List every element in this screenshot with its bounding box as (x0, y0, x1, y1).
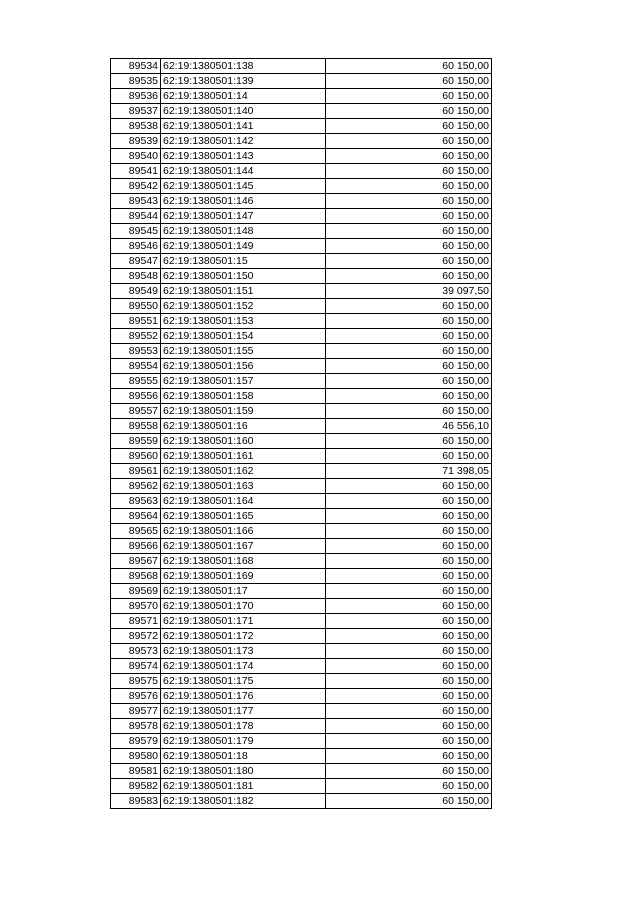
table-row (111, 344, 492, 359)
table-row (111, 719, 492, 734)
cadastral-number-cell: 62:19:1380501:177 (161, 704, 326, 719)
cadastral-number-cell: 62:19:1380501:168 (161, 554, 326, 569)
row-number-cell: 89557 (111, 404, 161, 419)
cadastral-number-cell: 62:19:1380501:14 (161, 89, 326, 104)
cadastral-number-cell: 62:19:1380501:153 (161, 314, 326, 329)
table-row (111, 419, 492, 434)
row-number-cell: 89571 (111, 614, 161, 629)
table-row (111, 629, 492, 644)
cadastral-number-cell: 62:19:1380501:178 (161, 719, 326, 734)
amount-cell: 60 150,00 (326, 389, 492, 404)
table-row (111, 749, 492, 764)
row-number-cell: 89575 (111, 674, 161, 689)
cadastral-number-cell: 62:19:1380501:149 (161, 239, 326, 254)
amount-cell: 60 150,00 (326, 314, 492, 329)
row-number-cell: 89564 (111, 509, 161, 524)
cadastral-number-cell: 62:19:1380501:147 (161, 209, 326, 224)
row-number-cell: 89548 (111, 269, 161, 284)
amount-cell: 46 556,10 (326, 419, 492, 434)
row-number-cell: 89578 (111, 719, 161, 734)
cadastral-number-cell: 62:19:1380501:182 (161, 794, 326, 809)
amount-cell: 60 150,00 (326, 119, 492, 134)
table-row (111, 734, 492, 749)
row-number-cell: 89554 (111, 359, 161, 374)
row-number-cell: 89582 (111, 779, 161, 794)
row-number-cell: 89558 (111, 419, 161, 434)
cadastral-number-cell: 62:19:1380501:17 (161, 584, 326, 599)
amount-cell: 39 097,50 (326, 284, 492, 299)
table-row (111, 764, 492, 779)
amount-cell: 60 150,00 (326, 614, 492, 629)
row-number-cell: 89563 (111, 494, 161, 509)
table-row (111, 239, 492, 254)
table-row (111, 59, 492, 74)
row-number-cell: 89579 (111, 734, 161, 749)
cadastral-number-cell: 62:19:1380501:173 (161, 644, 326, 659)
registry-table-body (111, 59, 492, 809)
row-number-cell: 89573 (111, 644, 161, 659)
table-row (111, 299, 492, 314)
cadastral-number-cell: 62:19:1380501:143 (161, 149, 326, 164)
row-number-cell: 89580 (111, 749, 161, 764)
table-row (111, 584, 492, 599)
amount-cell: 60 150,00 (326, 794, 492, 809)
table-row (111, 404, 492, 419)
cadastral-number-cell: 62:19:1380501:139 (161, 74, 326, 89)
row-number-cell: 89559 (111, 434, 161, 449)
amount-cell: 60 150,00 (326, 689, 492, 704)
amount-cell: 60 150,00 (326, 749, 492, 764)
row-number-cell: 89561 (111, 464, 161, 479)
row-number-cell: 89566 (111, 539, 161, 554)
row-number-cell: 89555 (111, 374, 161, 389)
table-row (111, 329, 492, 344)
cadastral-number-cell: 62:19:1380501:180 (161, 764, 326, 779)
table-row (111, 539, 492, 554)
row-number-cell: 89540 (111, 149, 161, 164)
amount-cell: 60 150,00 (326, 224, 492, 239)
table-row (111, 704, 492, 719)
table-row (111, 674, 492, 689)
table-row (111, 794, 492, 809)
row-number-cell: 89534 (111, 59, 161, 74)
amount-cell: 60 150,00 (326, 494, 492, 509)
amount-cell: 60 150,00 (326, 359, 492, 374)
amount-cell: 60 150,00 (326, 404, 492, 419)
amount-cell: 60 150,00 (326, 509, 492, 524)
cadastral-number-cell: 62:19:1380501:159 (161, 404, 326, 419)
registry-table (110, 58, 492, 809)
cadastral-number-cell: 62:19:1380501:175 (161, 674, 326, 689)
row-number-cell: 89574 (111, 659, 161, 674)
amount-cell: 60 150,00 (326, 134, 492, 149)
amount-cell: 60 150,00 (326, 629, 492, 644)
row-number-cell: 89581 (111, 764, 161, 779)
cadastral-number-cell: 62:19:1380501:156 (161, 359, 326, 374)
row-number-cell: 89560 (111, 449, 161, 464)
cadastral-number-cell: 62:19:1380501:170 (161, 599, 326, 614)
cadastral-number-cell: 62:19:1380501:181 (161, 779, 326, 794)
row-number-cell: 89535 (111, 74, 161, 89)
cadastral-number-cell: 62:19:1380501:16 (161, 419, 326, 434)
amount-cell: 60 150,00 (326, 89, 492, 104)
cadastral-number-cell: 62:19:1380501:174 (161, 659, 326, 674)
amount-cell: 60 150,00 (326, 674, 492, 689)
table-row (111, 779, 492, 794)
table-row (111, 479, 492, 494)
table-row (111, 149, 492, 164)
amount-cell: 60 150,00 (326, 164, 492, 179)
row-number-cell: 89541 (111, 164, 161, 179)
table-row (111, 449, 492, 464)
cadastral-number-cell: 62:19:1380501:160 (161, 434, 326, 449)
table-row (111, 89, 492, 104)
amount-cell: 60 150,00 (326, 59, 492, 74)
row-number-cell: 89547 (111, 254, 161, 269)
table-row (111, 689, 492, 704)
row-number-cell: 89562 (111, 479, 161, 494)
amount-cell: 60 150,00 (326, 269, 492, 284)
amount-cell: 60 150,00 (326, 449, 492, 464)
cadastral-number-cell: 62:19:1380501:164 (161, 494, 326, 509)
row-number-cell: 89583 (111, 794, 161, 809)
amount-cell: 71 398,05 (326, 464, 492, 479)
row-number-cell: 89550 (111, 299, 161, 314)
row-number-cell: 89542 (111, 179, 161, 194)
table-row (111, 179, 492, 194)
cadastral-number-cell: 62:19:1380501:163 (161, 479, 326, 494)
row-number-cell: 89549 (111, 284, 161, 299)
cadastral-number-cell: 62:19:1380501:18 (161, 749, 326, 764)
cadastral-number-cell: 62:19:1380501:141 (161, 119, 326, 134)
cadastral-number-cell: 62:19:1380501:171 (161, 614, 326, 629)
cadastral-number-cell: 62:19:1380501:176 (161, 689, 326, 704)
amount-cell: 60 150,00 (326, 179, 492, 194)
table-row (111, 359, 492, 374)
amount-cell: 60 150,00 (326, 74, 492, 89)
table-row (111, 524, 492, 539)
table-row (111, 224, 492, 239)
row-number-cell: 89552 (111, 329, 161, 344)
row-number-cell: 89539 (111, 134, 161, 149)
table-row (111, 569, 492, 584)
row-number-cell: 89569 (111, 584, 161, 599)
row-number-cell: 89577 (111, 704, 161, 719)
cadastral-number-cell: 62:19:1380501:146 (161, 194, 326, 209)
cadastral-number-cell: 62:19:1380501:151 (161, 284, 326, 299)
cadastral-number-cell: 62:19:1380501:165 (161, 509, 326, 524)
row-number-cell: 89565 (111, 524, 161, 539)
row-number-cell: 89556 (111, 389, 161, 404)
cadastral-number-cell: 62:19:1380501:144 (161, 164, 326, 179)
row-number-cell: 89572 (111, 629, 161, 644)
table-row (111, 269, 492, 284)
row-number-cell: 89567 (111, 554, 161, 569)
table-row (111, 434, 492, 449)
table-row (111, 644, 492, 659)
table-row (111, 314, 492, 329)
amount-cell: 60 150,00 (326, 104, 492, 119)
cadastral-number-cell: 62:19:1380501:142 (161, 134, 326, 149)
amount-cell: 60 150,00 (326, 734, 492, 749)
row-number-cell: 89537 (111, 104, 161, 119)
cadastral-number-cell: 62:19:1380501:172 (161, 629, 326, 644)
table-row (111, 284, 492, 299)
cadastral-number-cell: 62:19:1380501:169 (161, 569, 326, 584)
amount-cell: 60 150,00 (326, 374, 492, 389)
cadastral-number-cell: 62:19:1380501:145 (161, 179, 326, 194)
table-row (111, 74, 492, 89)
table-row (111, 659, 492, 674)
row-number-cell: 89544 (111, 209, 161, 224)
table-row (111, 494, 492, 509)
cadastral-number-cell: 62:19:1380501:15 (161, 254, 326, 269)
table-row (111, 464, 492, 479)
amount-cell: 60 150,00 (326, 779, 492, 794)
row-number-cell: 89545 (111, 224, 161, 239)
table-row (111, 614, 492, 629)
table-row (111, 599, 492, 614)
cadastral-number-cell: 62:19:1380501:166 (161, 524, 326, 539)
amount-cell: 60 150,00 (326, 209, 492, 224)
cadastral-number-cell: 62:19:1380501:179 (161, 734, 326, 749)
amount-cell: 60 150,00 (326, 764, 492, 779)
table-row (111, 164, 492, 179)
amount-cell: 60 150,00 (326, 434, 492, 449)
cadastral-number-cell: 62:19:1380501:162 (161, 464, 326, 479)
table-row (111, 254, 492, 269)
cadastral-number-cell: 62:19:1380501:154 (161, 329, 326, 344)
cadastral-number-cell: 62:19:1380501:148 (161, 224, 326, 239)
row-number-cell: 89568 (111, 569, 161, 584)
amount-cell: 60 150,00 (326, 644, 492, 659)
amount-cell: 60 150,00 (326, 659, 492, 674)
cadastral-number-cell: 62:19:1380501:138 (161, 59, 326, 74)
table-row (111, 119, 492, 134)
cadastral-number-cell: 62:19:1380501:167 (161, 539, 326, 554)
cadastral-number-cell: 62:19:1380501:150 (161, 269, 326, 284)
table-row (111, 209, 492, 224)
amount-cell: 60 150,00 (326, 599, 492, 614)
row-number-cell: 89536 (111, 89, 161, 104)
table-row (111, 194, 492, 209)
amount-cell: 60 150,00 (326, 539, 492, 554)
cadastral-number-cell: 62:19:1380501:152 (161, 299, 326, 314)
row-number-cell: 89553 (111, 344, 161, 359)
amount-cell: 60 150,00 (326, 299, 492, 314)
table-row (111, 134, 492, 149)
table-row (111, 374, 492, 389)
table-row (111, 389, 492, 404)
cadastral-number-cell: 62:19:1380501:158 (161, 389, 326, 404)
table-row (111, 509, 492, 524)
cadastral-number-cell: 62:19:1380501:140 (161, 104, 326, 119)
cadastral-number-cell: 62:19:1380501:157 (161, 374, 326, 389)
amount-cell: 60 150,00 (326, 569, 492, 584)
row-number-cell: 89576 (111, 689, 161, 704)
amount-cell: 60 150,00 (326, 704, 492, 719)
row-number-cell: 89551 (111, 314, 161, 329)
amount-cell: 60 150,00 (326, 554, 492, 569)
amount-cell: 60 150,00 (326, 524, 492, 539)
row-number-cell: 89538 (111, 119, 161, 134)
amount-cell: 60 150,00 (326, 194, 492, 209)
amount-cell: 60 150,00 (326, 329, 492, 344)
cadastral-number-cell: 62:19:1380501:155 (161, 344, 326, 359)
amount-cell: 60 150,00 (326, 149, 492, 164)
table-row (111, 554, 492, 569)
row-number-cell: 89546 (111, 239, 161, 254)
table-row (111, 104, 492, 119)
document-page (110, 58, 491, 809)
amount-cell: 60 150,00 (326, 479, 492, 494)
row-number-cell: 89570 (111, 599, 161, 614)
amount-cell: 60 150,00 (326, 584, 492, 599)
row-number-cell: 89543 (111, 194, 161, 209)
amount-cell: 60 150,00 (326, 254, 492, 269)
amount-cell: 60 150,00 (326, 719, 492, 734)
amount-cell: 60 150,00 (326, 344, 492, 359)
cadastral-number-cell: 62:19:1380501:161 (161, 449, 326, 464)
amount-cell: 60 150,00 (326, 239, 492, 254)
